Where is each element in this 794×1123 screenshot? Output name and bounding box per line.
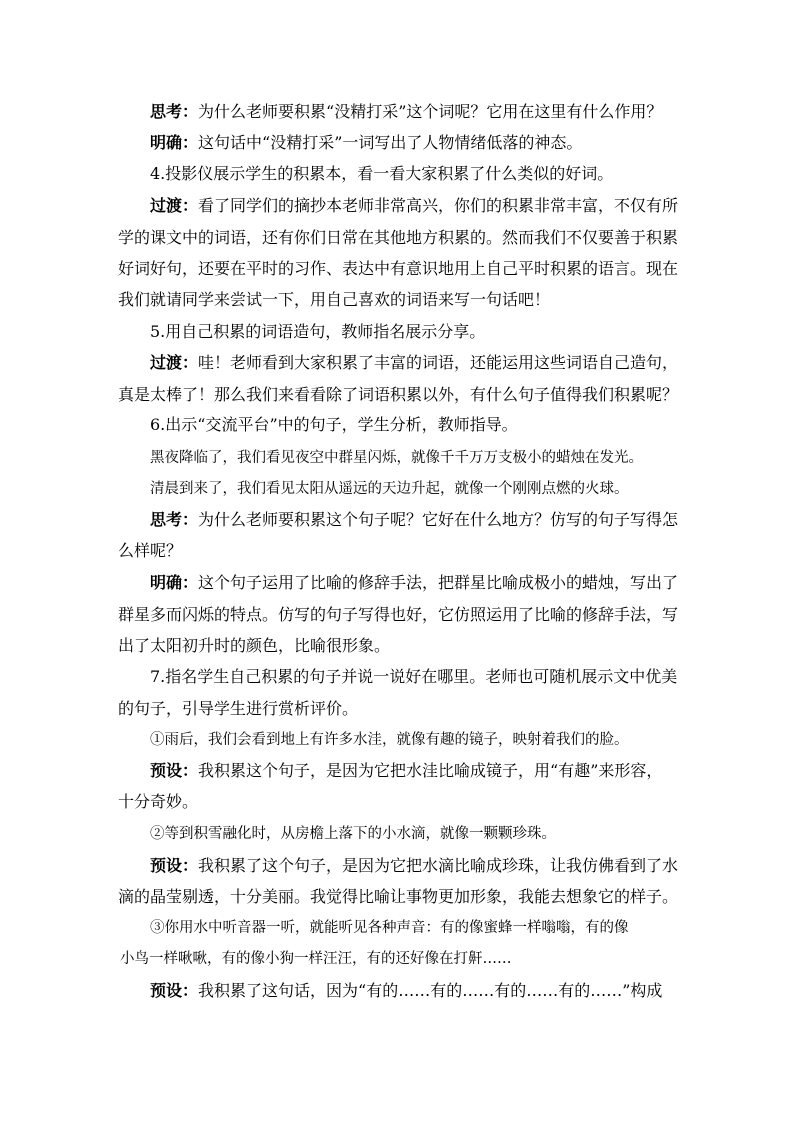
label-answer: 明确： bbox=[150, 133, 199, 152]
paragraph-answer-2-line-1 bbox=[150, 573, 678, 593]
paragraph-preset-1-line-2: 十分奇妙。 bbox=[118, 792, 199, 811]
paragraph-think-1 bbox=[150, 102, 678, 122]
paragraph-think-2-line-2: 么样呢？ bbox=[118, 541, 183, 560]
paragraph-transition-1-line-4: 我们就请同学来尝试一下，用自己喜欢的词语来写一句话吧！ bbox=[118, 290, 551, 309]
label-preset: 预设： bbox=[150, 761, 199, 780]
text: 哇！老师看到大家积累了丰富的词语，还能运用这些词语自己造句， bbox=[198, 353, 678, 372]
paragraph-preset-3-line-1 bbox=[150, 981, 678, 1001]
example-sentence-3-line-2: 小鸟一样啾啾，有的像小狗一样汪汪，有的还好像在打鼾…… bbox=[120, 951, 512, 967]
text: 这个句子运用了比喻的修辞手法，把群星比喻成极小的蜡烛，写出了 bbox=[198, 573, 678, 592]
step-7-line-2: 的句子，引导学生进行赏析评价。 bbox=[118, 699, 359, 718]
paragraph-answer-2-line-2: 群星多而闪烁的特点。仿写的句子写得也好，它仿照运用了比喻的修辞手法，写 bbox=[118, 605, 678, 624]
paragraph-think-2-line-1 bbox=[150, 510, 678, 530]
text: 我积累这个句子，是因为它把水洼比喻成镜子，用“有趣”来形容， bbox=[198, 761, 663, 780]
paragraph-transition-2-line-1 bbox=[150, 353, 678, 373]
text: 我积累了这个句子，是因为它把水滴比喻成珍珠，让我仿佛看到了水 bbox=[198, 856, 678, 875]
step-5: 5.用自己积累的词语造句，教师指名展示分享。 bbox=[150, 322, 486, 341]
text: 看了同学们的摘抄本老师非常高兴，你们的积累非常丰富，不仅有所 bbox=[198, 196, 678, 215]
paragraph-preset-2-line-2: 滴的晶莹剔透，十分美丽。我觉得比喻让事物更加形象，我能去想象它的样子。 bbox=[118, 887, 678, 906]
label-think: 思考： bbox=[150, 510, 199, 529]
text: 为什么老师要积累“没精打采”这个词呢？它用在这里有什么作用？ bbox=[198, 102, 663, 121]
label-think: 思考： bbox=[150, 102, 199, 121]
paragraph-transition-2-line-2: 真是太棒了！那么我们来看看除了词语积累以外，有什么句子值得我们积累呢？ bbox=[118, 385, 678, 404]
label-transition: 过渡： bbox=[150, 196, 199, 215]
label-answer: 明确： bbox=[150, 573, 199, 592]
example-sentence-2: ②等到积雪融化时，从房檐上落下的小水滴，就像一颗颗珍珠。 bbox=[150, 826, 556, 842]
paragraph-transition-1-line-3: 好词好句，还要在平时的习作、表达中有意识地用上自己平时积累的语言。现在 bbox=[118, 259, 678, 278]
step-7-line-1: 7.指名学生自己积累的句子并说一说好在哪里。老师也可随机展示文中优美 bbox=[150, 667, 678, 686]
example-sentence-1: ①雨后，我们会看到地上有许多水洼，就像有趣的镜子，映射着我们的脸。 bbox=[150, 732, 629, 748]
step-4: 4.投影仪展示学生的积累本，看一看大家积累了什么类似的好词。 bbox=[150, 164, 614, 183]
quote-sentence-imitation: 清晨到来了，我们看见太阳从遥远的天边升起，就像一个刚刚点燃的火球。 bbox=[150, 481, 629, 497]
text: 为什么老师要积累这个句子呢？它好在什么地方？仿写的句子写得怎 bbox=[198, 510, 678, 529]
paragraph-answer-2-line-3: 出了太阳初升时的颜色，比喻很形象。 bbox=[118, 636, 391, 655]
paragraph-transition-1-line-2: 学的课文中的词语，还有你们日常在其他地方积累的。然而我们不仅要善于积累 bbox=[118, 228, 678, 247]
text: 我积累了这句话，因为“有的……有的……有的……有的……”构成 bbox=[198, 981, 663, 1000]
paragraph-transition-1-line-1 bbox=[150, 196, 678, 216]
label-transition: 过渡： bbox=[150, 353, 199, 372]
example-sentence-3-line-1: ③你用水中听音器一听，就能听见各种声音：有的像蜜蜂一样嗡嗡，有的像 bbox=[150, 920, 629, 936]
paragraph-preset-2-line-1 bbox=[150, 856, 678, 876]
text: 这句话中“没精打采”一词写出了人物情绪低落的神态。 bbox=[198, 133, 583, 152]
paragraph-preset-1-line-1 bbox=[150, 761, 678, 781]
paragraph-answer-1 bbox=[150, 133, 678, 153]
label-preset: 预设： bbox=[150, 856, 199, 875]
step-6: 6.出示“交流平台”中的句子，学生分析，教师指导。 bbox=[150, 415, 518, 434]
label-preset: 预设： bbox=[150, 981, 199, 1000]
quote-sentence-original: 黑夜降临了，我们看见夜空中群星闪烁，就像千千万万支极小的蜡烛在发光。 bbox=[150, 450, 643, 466]
